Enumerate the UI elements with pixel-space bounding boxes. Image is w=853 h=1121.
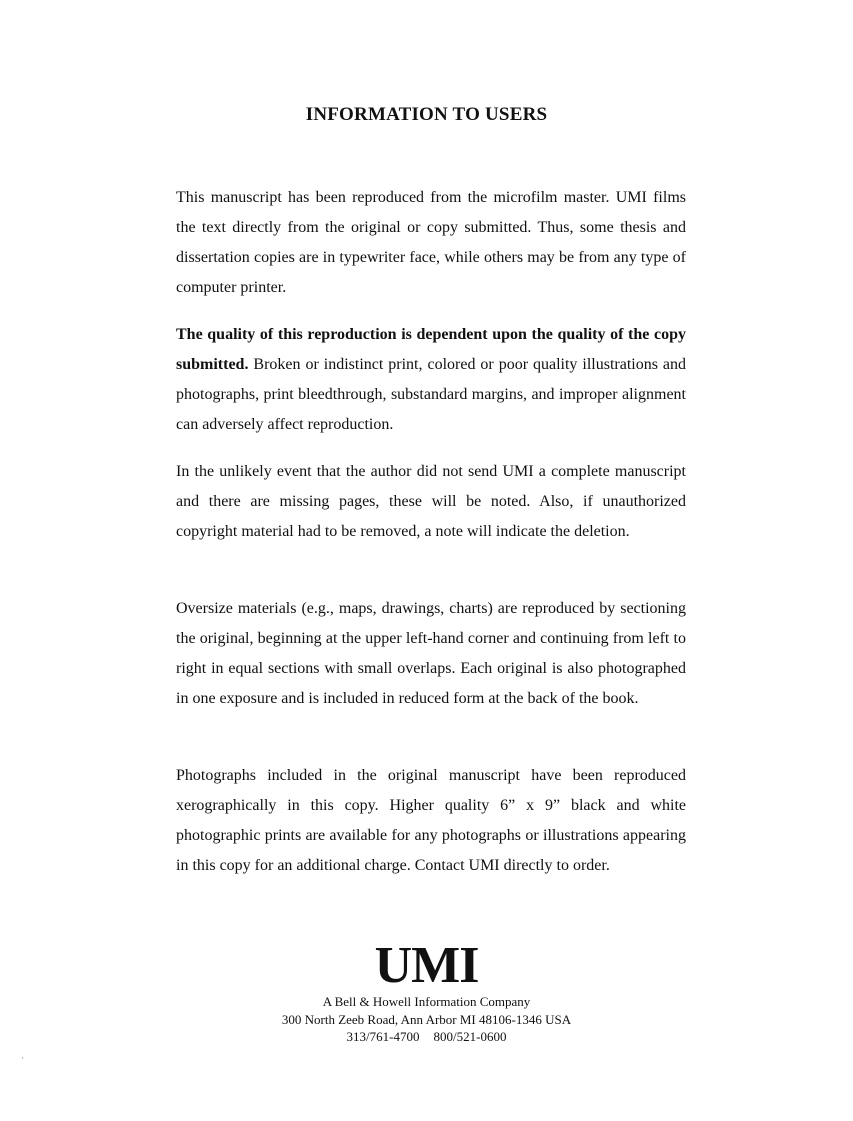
paragraph-oversize-materials (176, 594, 686, 714)
company-name: A Bell & Howell Information Company (322, 994, 531, 1009)
company-phones (0, 1029, 853, 1045)
umi-logo: UMI (374, 937, 479, 994)
paragraph-text: Photographs included in the original manuscript have been reproduced xerographically in this copy. Higher quality 6” x 9” black and white photographic prints are available for any photographs or illustrations appearing in this copy for an additional charge. Contact UMI directly to order. (176, 767, 686, 874)
paragraph-bold-lead: The quality of this reproduction is dependent upon the quality of the copy submitted. (176, 326, 686, 373)
page-title: INFORMATION TO USERS (305, 104, 548, 125)
scan-speck (22, 1057, 23, 1059)
paragraph-text: Broken or indistinct print, colored or poor quality illustrations and photographs, print bleedthrough, substandard margins, and improper alignment can adversely affect reproduction. (176, 356, 686, 433)
phone-number: 800/521-0600 (433, 1029, 507, 1044)
paragraph-reproduction-source (176, 183, 686, 303)
paragraph-photographs (176, 761, 686, 881)
paragraph-text: Oversize materials (e.g., maps, drawings, charts) are reproduced by sectioning the original, beginning at the upper left-hand corner and continuing from left to right in equal sections with small overlaps. Each original is also photographed in one exposure and is included in reduced form at the back of the book. (176, 600, 686, 707)
company-address: 300 North Zeeb Road, Ann Arbor MI 48106-1346 USA (281, 1012, 572, 1027)
paragraph-text: In the unlikely event that the author did not send UMI a complete manuscript and there are missing pages, these will be noted. Also, if unauthorized copyright material had to be removed, a note will indicate the deletion. (176, 463, 686, 540)
paragraph-text: This manuscript has been reproduced from the microfilm master. UMI films the text directly from the original or copy submitted. Thus, some thesis and dissertation copies are in typewriter face, while others may be from any type of computer printer. (176, 189, 686, 296)
phone-number: 313/761-4700 (346, 1029, 420, 1044)
paragraph-quality-notice (176, 320, 686, 440)
paragraph-missing-pages (176, 457, 686, 547)
